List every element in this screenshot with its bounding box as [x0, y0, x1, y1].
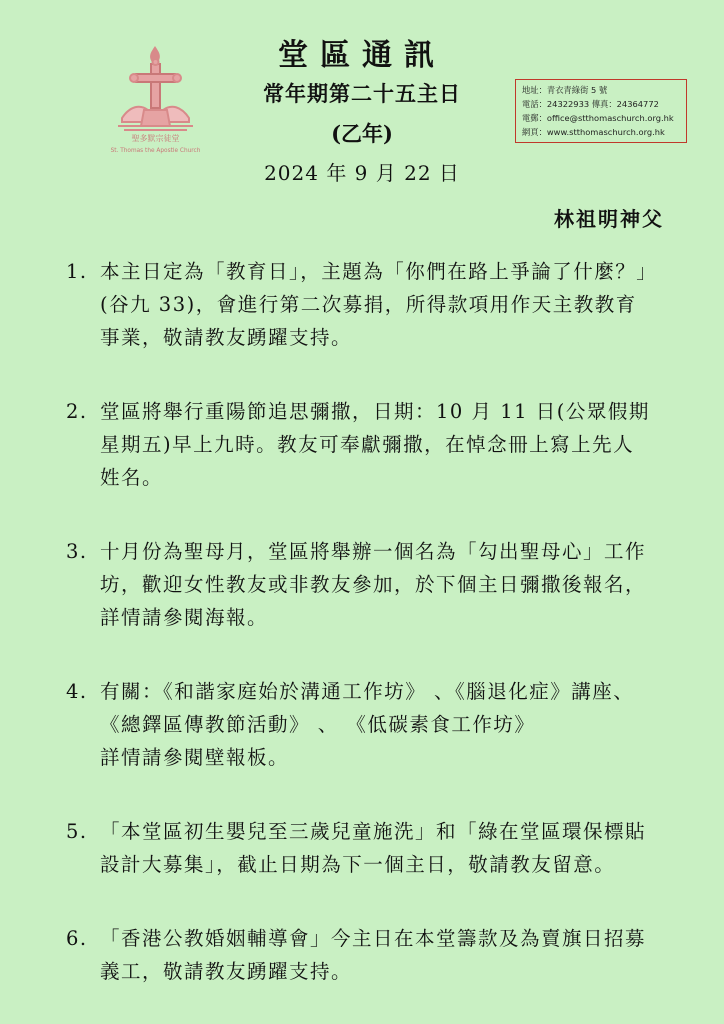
item-text: [100, 675, 676, 774]
item-number: 1.: [66, 260, 88, 283]
contact-email: 電郵：office@stthomaschurch.org.hk: [522, 113, 674, 123]
item-line: 姓名。: [100, 466, 164, 489]
item-line: 有關：《和諧家庭始於溝通工作坊》 、《腦退化症》講座、: [100, 680, 635, 703]
announcement-item: [66, 922, 676, 988]
contact-box: [515, 79, 687, 143]
announcement-item: [66, 395, 676, 494]
item-line: 坊，歡迎女性教友或非教友參加，於下個主日彌撒後報名，: [100, 573, 647, 596]
item-line: 堂區將舉行重陽節追思彌撒，日期：10 月 11 日(公眾假期: [100, 400, 650, 423]
item-line: 星期五)早上九時。教友可奉獻彌撒，在悼念冊上寫上先人: [100, 433, 635, 456]
announcement-item: [66, 535, 676, 634]
announcement-list: [66, 255, 676, 988]
item-line: 十月份為聖母月，堂區將舉辦一個名為「勾出聖母心」工作: [100, 540, 647, 563]
contact-website: 網頁：www.stthomaschurch.org.hk: [522, 127, 665, 137]
item-line: (谷九 33)，會進行第二次募捐，所得款項用作天主教教育: [100, 293, 637, 316]
item-text: [100, 922, 676, 988]
item-line: 詳情請參閱壁報板。: [100, 746, 290, 769]
contact-phone: 電話：24322933 傳真：24364772: [522, 99, 659, 109]
priest-name: 林祖明神父: [554, 207, 664, 231]
page-title: 堂區通訊: [278, 38, 446, 73]
item-number: 4.: [66, 680, 88, 703]
liturgical-sunday: 常年期第二十五主日: [263, 81, 461, 106]
item-text: [100, 535, 676, 634]
item-line: 義工，敬請教友踴躍支持。: [100, 960, 353, 983]
item-text: [100, 395, 676, 494]
liturgical-year: (乙年): [331, 121, 393, 146]
announcement-item: [66, 815, 676, 881]
issue-date: 2024 年 9 月 22 日: [264, 161, 460, 185]
item-text: [100, 255, 676, 354]
item-text: [100, 815, 676, 881]
logo-english-name: St. Thomas the Apostle Church: [110, 148, 201, 154]
item-line: 「本堂區初生嬰兒至三歲兒童施洗」和「綠在堂區環保標貼: [100, 820, 647, 843]
item-line: 詳情請參閱海報。: [100, 606, 269, 629]
item-line: 《總鐸區傳教節活動》 、 《低碳素食工作坊》: [100, 713, 536, 736]
item-number: 5.: [66, 820, 88, 843]
item-number: 6.: [66, 927, 88, 950]
item-line: 本主日定為「教育日」，主題為「你們在路上爭論了什麼？」: [100, 260, 658, 283]
contact-address: 地址：青衣青綠街 5 號: [522, 85, 608, 95]
item-line: 事業，敬請教友踴躍支持。: [100, 326, 353, 349]
logo-chinese-name: 聖多默宗徒堂: [131, 134, 180, 143]
item-number: 3.: [66, 540, 88, 563]
item-line: 設計大募集」，截止日期為下一個主日，敬請教友留意。: [100, 853, 616, 876]
item-number: 2.: [66, 400, 88, 423]
announcement-item: [66, 255, 676, 354]
item-line: 「香港公教婚姻輔導會」今主日在本堂籌款及為賣旗日招募: [100, 927, 647, 950]
announcement-item: [66, 675, 676, 774]
